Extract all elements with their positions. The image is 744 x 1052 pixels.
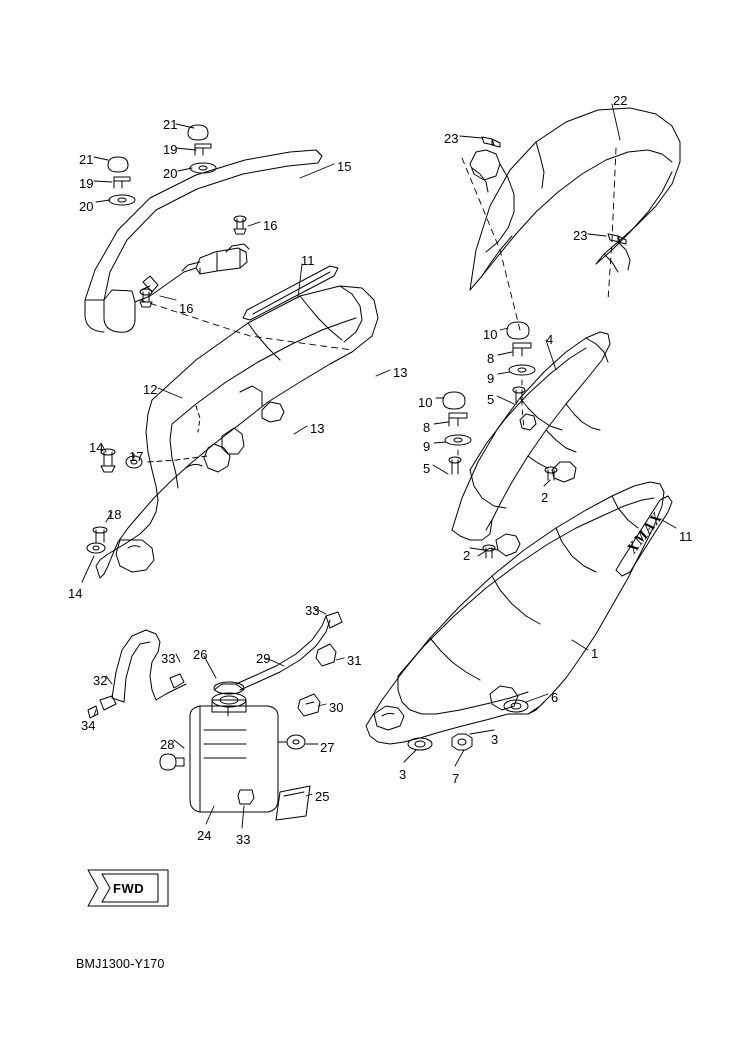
callout-25: 25 — [315, 789, 330, 804]
callout-23-a: 23 — [444, 131, 459, 146]
callout-32: 32 — [93, 673, 108, 688]
fastener-group-a — [188, 125, 216, 173]
diagram-part-code: BMJ1300-Y170 — [76, 957, 165, 971]
fastener-group-10b — [443, 392, 471, 474]
callout-13-b: 13 — [310, 421, 325, 436]
callout-16-b: 16 — [179, 301, 194, 316]
callout-11-a: 11 — [301, 253, 315, 268]
callout-1: 1 — [591, 646, 599, 661]
callout-11-b: 11 — [679, 529, 693, 544]
fastener-23a — [482, 137, 500, 147]
part-4-panel — [452, 332, 610, 556]
callout-28: 28 — [160, 737, 175, 752]
callout-3-b: 3 — [399, 767, 407, 782]
callout-27: 27 — [320, 740, 335, 755]
callout-8-b: 8 — [423, 420, 431, 435]
fwd-label: FWD — [113, 881, 145, 896]
callout-19-b: 19 — [79, 176, 94, 191]
callout-18: 18 — [107, 507, 122, 522]
fastener-group-b — [108, 157, 135, 205]
fastener-14b — [87, 543, 105, 553]
callout-5-b: 5 — [423, 461, 431, 476]
callout-16-a: 16 — [263, 218, 278, 233]
part-11-emblem-upper — [243, 266, 338, 320]
part-22-cowl — [470, 108, 680, 290]
callout-10-b: 10 — [418, 395, 433, 410]
callout-33-a: 33 — [305, 603, 320, 618]
callout-14-a: 14 — [89, 440, 104, 455]
callout-30: 30 — [329, 700, 344, 715]
callout-20-a: 20 — [163, 166, 178, 181]
callout-7: 7 — [452, 771, 460, 786]
callout-14-b: 14 — [68, 586, 83, 601]
callout-19-a: 19 — [163, 142, 178, 157]
part-24-reservoir — [160, 682, 310, 820]
callout-31: 31 — [347, 653, 362, 668]
callout-2-a: 2 — [541, 490, 549, 505]
callout-22: 22 — [613, 93, 628, 108]
fastener-3b — [408, 738, 432, 750]
callout-20-b: 20 — [79, 199, 94, 214]
callout-9-b: 9 — [423, 439, 431, 454]
callout-8-a: 8 — [487, 351, 495, 366]
callout-33-c: 33 — [236, 832, 251, 847]
part-1-side-cover — [366, 482, 664, 747]
callout-2-b: 2 — [463, 548, 471, 563]
callout-9-a: 9 — [487, 371, 495, 386]
callout-3-a: 3 — [491, 732, 499, 747]
callout-6: 6 — [551, 690, 559, 705]
fastener-3a — [452, 734, 472, 750]
part-29-hose — [236, 612, 342, 716]
callout-29: 29 — [256, 651, 271, 666]
part-12-panel — [96, 286, 378, 578]
callout-21-b: 21 — [79, 152, 94, 167]
callout-12: 12 — [143, 382, 158, 397]
callout-5-a: 5 — [487, 392, 495, 407]
brand-emblem-text: XMAX — [624, 509, 667, 557]
callout-24: 24 — [197, 828, 212, 843]
callout-10-a: 10 — [483, 327, 498, 342]
callout-4: 4 — [546, 332, 554, 347]
callout-34: 34 — [81, 718, 96, 733]
callout-21-a: 21 — [163, 117, 178, 132]
fastener-18 — [93, 527, 107, 542]
callout-13-a: 13 — [393, 365, 408, 380]
callout-17: 17 — [129, 449, 144, 464]
callout-26: 26 — [193, 647, 208, 662]
fastener-16a — [234, 216, 246, 234]
callout-33-b: 33 — [161, 651, 176, 666]
callout-15: 15 — [337, 159, 352, 174]
callout-23-b: 23 — [573, 228, 588, 243]
